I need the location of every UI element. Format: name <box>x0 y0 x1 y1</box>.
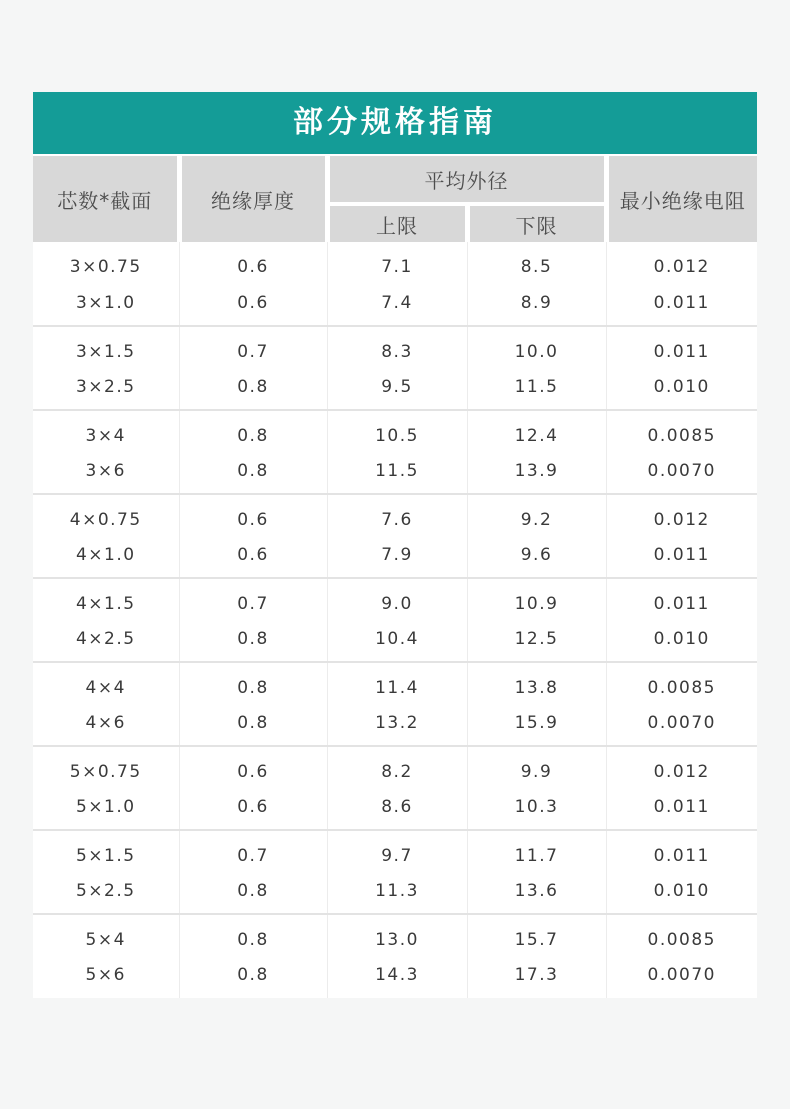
table-cell-insulation-thickness: 0.7 <box>179 578 327 620</box>
table-row <box>33 620 757 662</box>
table-cell-lower-limit: 17.3 <box>467 956 606 998</box>
table-cell-upper-limit: 7.4 <box>327 284 467 326</box>
table-cell-spec: 4×1.5 <box>33 578 179 620</box>
table-row <box>33 956 757 998</box>
spec-row-group <box>33 662 757 746</box>
col-header-upper-limit: 上限 <box>327 204 467 242</box>
table-cell-lower-limit: 11.5 <box>467 368 606 410</box>
table-cell-spec: 4×2.5 <box>33 620 179 662</box>
table-cell-upper-limit: 7.1 <box>327 242 467 284</box>
table-row <box>33 872 757 914</box>
table-row <box>33 326 757 368</box>
spec-row-group <box>33 326 757 410</box>
table-cell-upper-limit: 7.6 <box>327 494 467 536</box>
table-cell-lower-limit: 15.9 <box>467 704 606 746</box>
table-cell-upper-limit: 10.4 <box>327 620 467 662</box>
table-cell-min-insulation-resistance: 0.011 <box>606 326 757 368</box>
table-cell-spec: 3×6 <box>33 452 179 494</box>
table-cell-upper-limit: 13.2 <box>327 704 467 746</box>
table-cell-lower-limit: 10.9 <box>467 578 606 620</box>
table-cell-lower-limit: 11.7 <box>467 830 606 872</box>
spec-row-group <box>33 746 757 830</box>
table-cell-insulation-thickness: 0.6 <box>179 494 327 536</box>
table-cell-min-insulation-resistance: 0.012 <box>606 242 757 284</box>
table-cell-upper-limit: 7.9 <box>327 536 467 578</box>
table-cell-spec: 5×1.5 <box>33 830 179 872</box>
table-row <box>33 662 757 704</box>
table-cell-min-insulation-resistance: 0.0085 <box>606 914 757 956</box>
table-cell-insulation-thickness: 0.8 <box>179 620 327 662</box>
table-cell-min-insulation-resistance: 0.010 <box>606 872 757 914</box>
table-cell-insulation-thickness: 0.6 <box>179 788 327 830</box>
table-row <box>33 830 757 872</box>
table-cell-upper-limit: 11.4 <box>327 662 467 704</box>
table-cell-insulation-thickness: 0.8 <box>179 872 327 914</box>
table-cell-upper-limit: 8.3 <box>327 326 467 368</box>
spec-row-group <box>33 914 757 998</box>
table-cell-spec: 5×0.75 <box>33 746 179 788</box>
table-cell-upper-limit: 10.5 <box>327 410 467 452</box>
table-cell-insulation-thickness: 0.8 <box>179 368 327 410</box>
table-cell-insulation-thickness: 0.8 <box>179 452 327 494</box>
table-cell-min-insulation-resistance: 0.0085 <box>606 662 757 704</box>
spec-row-group <box>33 830 757 914</box>
table-cell-lower-limit: 9.6 <box>467 536 606 578</box>
table-cell-spec: 3×4 <box>33 410 179 452</box>
table-cell-min-insulation-resistance: 0.011 <box>606 578 757 620</box>
spec-row-group <box>33 578 757 662</box>
table-cell-spec: 3×0.75 <box>33 242 179 284</box>
table-cell-insulation-thickness: 0.6 <box>179 536 327 578</box>
table-cell-min-insulation-resistance: 0.011 <box>606 830 757 872</box>
table-cell-spec: 4×0.75 <box>33 494 179 536</box>
table-cell-spec: 3×1.0 <box>33 284 179 326</box>
table-cell-insulation-thickness: 0.8 <box>179 914 327 956</box>
table-row <box>33 914 757 956</box>
table-cell-lower-limit: 15.7 <box>467 914 606 956</box>
col-header-min-insulation-resistance: 最小绝缘电阻 <box>606 156 757 242</box>
table-cell-min-insulation-resistance: 0.0085 <box>606 410 757 452</box>
table-cell-insulation-thickness: 0.6 <box>179 242 327 284</box>
table-cell-spec: 4×6 <box>33 704 179 746</box>
table-cell-min-insulation-resistance: 0.011 <box>606 788 757 830</box>
table-cell-upper-limit: 13.0 <box>327 914 467 956</box>
table-cell-lower-limit: 13.8 <box>467 662 606 704</box>
table-cell-lower-limit: 10.0 <box>467 326 606 368</box>
table-cell-spec: 4×4 <box>33 662 179 704</box>
table-cell-insulation-thickness: 0.8 <box>179 956 327 998</box>
table-cell-min-insulation-resistance: 0.012 <box>606 746 757 788</box>
table-row <box>33 536 757 578</box>
table-cell-spec: 5×1.0 <box>33 788 179 830</box>
table-cell-lower-limit: 13.9 <box>467 452 606 494</box>
table-cell-upper-limit: 11.3 <box>327 872 467 914</box>
col-header-avg-outer-diameter: 平均外径 <box>327 156 606 204</box>
table-cell-insulation-thickness: 0.8 <box>179 662 327 704</box>
table-cell-spec: 5×2.5 <box>33 872 179 914</box>
table-cell-spec: 4×1.0 <box>33 536 179 578</box>
table-cell-upper-limit: 9.0 <box>327 578 467 620</box>
table-cell-spec: 3×2.5 <box>33 368 179 410</box>
table-cell-insulation-thickness: 0.8 <box>179 410 327 452</box>
table-cell-min-insulation-resistance: 0.012 <box>606 494 757 536</box>
table-cell-lower-limit: 10.3 <box>467 788 606 830</box>
table-row <box>33 494 757 536</box>
table-cell-upper-limit: 9.7 <box>327 830 467 872</box>
table-cell-spec: 5×6 <box>33 956 179 998</box>
table-cell-lower-limit: 8.9 <box>467 284 606 326</box>
table-row <box>33 410 757 452</box>
table-row <box>33 284 757 326</box>
table-cell-min-insulation-resistance: 0.011 <box>606 284 757 326</box>
table-row <box>33 368 757 410</box>
table-cell-upper-limit: 8.2 <box>327 746 467 788</box>
table-row <box>33 746 757 788</box>
table-cell-insulation-thickness: 0.8 <box>179 704 327 746</box>
table-cell-lower-limit: 9.2 <box>467 494 606 536</box>
table-cell-min-insulation-resistance: 0.0070 <box>606 452 757 494</box>
table-cell-lower-limit: 8.5 <box>467 242 606 284</box>
table-header <box>33 156 757 242</box>
table-cell-min-insulation-resistance: 0.0070 <box>606 704 757 746</box>
table-cell-lower-limit: 12.5 <box>467 620 606 662</box>
table-cell-lower-limit: 12.4 <box>467 410 606 452</box>
table-cell-min-insulation-resistance: 0.010 <box>606 368 757 410</box>
table-row <box>33 242 757 284</box>
col-header-lower-limit: 下限 <box>467 204 606 242</box>
table-row <box>33 578 757 620</box>
table-cell-insulation-thickness: 0.7 <box>179 830 327 872</box>
spec-row-group <box>33 410 757 494</box>
table-row <box>33 788 757 830</box>
spec-row-group <box>33 494 757 578</box>
col-header-insulation-thickness: 绝缘厚度 <box>179 156 327 242</box>
table-cell-lower-limit: 13.6 <box>467 872 606 914</box>
table-cell-min-insulation-resistance: 0.010 <box>606 620 757 662</box>
table-cell-min-insulation-resistance: 0.011 <box>606 536 757 578</box>
table-title-bar <box>33 92 757 156</box>
table-cell-upper-limit: 8.6 <box>327 788 467 830</box>
table-cell-upper-limit: 14.3 <box>327 956 467 998</box>
table-row <box>33 704 757 746</box>
table-cell-min-insulation-resistance: 0.0070 <box>606 956 757 998</box>
spec-card <box>33 92 757 998</box>
col-header-spec: 芯数*截面 <box>33 156 179 242</box>
table-cell-insulation-thickness: 0.6 <box>179 284 327 326</box>
table-cell-lower-limit: 9.9 <box>467 746 606 788</box>
table-cell-spec: 3×1.5 <box>33 326 179 368</box>
table-cell-insulation-thickness: 0.7 <box>179 326 327 368</box>
spec-row-group <box>33 242 757 326</box>
table-cell-upper-limit: 11.5 <box>327 452 467 494</box>
spec-table <box>33 156 757 998</box>
page-title: 部分规格指南 <box>293 105 497 140</box>
table-cell-insulation-thickness: 0.6 <box>179 746 327 788</box>
table-cell-upper-limit: 9.5 <box>327 368 467 410</box>
table-row <box>33 452 757 494</box>
table-cell-spec: 5×4 <box>33 914 179 956</box>
